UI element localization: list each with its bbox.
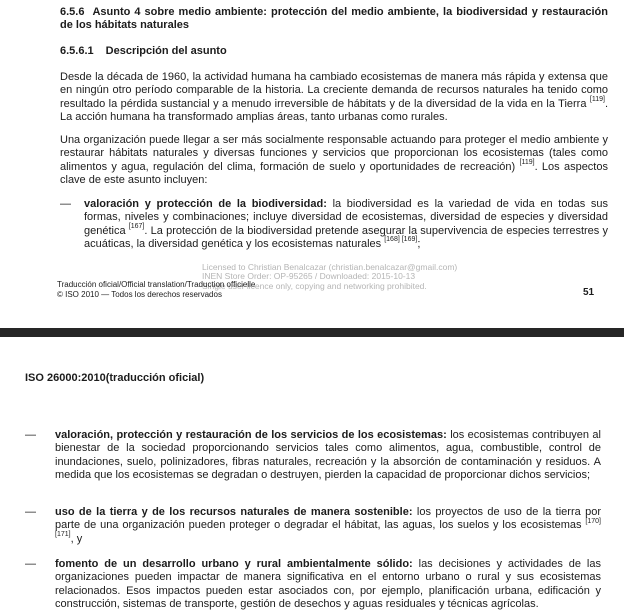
- bullet-item-land-use: [25, 506, 601, 546]
- paragraph-text: Una organización puede llegar a ser más socialmente responsable actuando para proteger el medio ambiente y restaurar hábitats naturales y diversas funciones y servicios que proporcionan los ecosistemas (tales como alimentos y agua, regulación del clima, formación de suelo y oportunidades de recreación): [60, 134, 608, 173]
- bullet-lead: valoración y protección de la biodiversidad:: [84, 198, 327, 210]
- bullet-text: [55, 429, 601, 482]
- paragraph-organization: [60, 134, 608, 187]
- bullet-dash: —: [60, 198, 71, 210]
- bullet-lead: valoración, protección y restauración de los servicios de los ecosistemas:: [55, 429, 447, 441]
- bullet-dash: —: [25, 506, 36, 518]
- watermark-line: Single user licence only, copying and networking prohibited.: [202, 280, 427, 291]
- page-separator: [0, 328, 624, 337]
- bullet-body-text: los ecosistemas contribuyen al bienestar de la sociedad proporcionando servicios tales como alimentos, agua, combustible, control de inundaciones, suelo, polinizadores, fibras naturales, recreación y la absorción de contaminación y residuos. A medida que los ecosistemas se degradan o destruyen, pierden la capacidad de proporcionar dichos servicios;: [55, 429, 601, 481]
- watermark-line: INEN Store Order: OP-95265 / Downloaded: 2015-10-13: [202, 271, 416, 282]
- watermark-line: Licensed to Christian Benalcazar (christian.benalcazar@gmail.com): [202, 262, 458, 272]
- bullet-text: [55, 506, 601, 546]
- bullet-text: [84, 198, 608, 251]
- bullet-lead: fomento de un desarrollo urbano y rural ambientalmente sólido:: [55, 558, 413, 570]
- reference-superscript: [119]: [519, 158, 535, 166]
- bullet-body-text: la biodiversidad es la variedad de vida en todas sus formas, niveles y combinaciones; incluye diversidad de ecosistemas, diversidad de especies y diversidad genética: [84, 198, 609, 237]
- paragraph-text: . Los aspectos clave de este asunto incluyen:: [60, 160, 608, 186]
- paragraph-human-activity: [60, 71, 608, 124]
- paragraph-text: . La acción humana ha transformado amplias áreas, tanto urbanas como rurales.: [60, 97, 608, 123]
- section-title: Asunto 4 sobre medio ambiente: protección del medio ambiente, la biodiversidad y restauración de los hábitats naturales: [60, 6, 608, 32]
- bullet-item-ecosystem-services: [25, 429, 601, 482]
- subsection-title: Descripción del asunto: [105, 45, 227, 57]
- bullet-dash: —: [25, 429, 36, 441]
- bullet-body-text: ;: [417, 237, 421, 250]
- reference-superscript: [167]: [128, 222, 145, 230]
- running-header: ISO 26000:2010(traducción oficial): [25, 372, 205, 384]
- bullet-body-text: los proyectos de uso de la tierra por parte de una organización pueden proteger o degradar el hábitat, las aguas, los suelos y los ecosistemas: [55, 506, 601, 532]
- section-number: 6.5.6: [60, 6, 85, 18]
- reference-superscript: [119]: [589, 95, 605, 103]
- reference-superscript: [168] [169]: [384, 236, 418, 244]
- bullet-lead: uso de la tierra y de los recursos naturales de manera sostenible:: [55, 506, 413, 518]
- subsection-number: 6.5.6.1: [60, 45, 94, 57]
- bullet-body-text: las decisiones y actividades de las organizaciones pueden impactar de manera significativa en el entorno urbano o rural y sus ecosistemas relacionados. Esos impactos pueden estar asociados con, por ejemplo, planificación urbana, edificación y construcción, sistemas de transporte, gestión de desechos y aguas residuales y técnicas agrícolas.: [55, 558, 601, 610]
- reference-superscript: [170] [171]: [55, 517, 601, 538]
- footer-copyright-line: © ISO 2010 — Todos los derechos reservados: [57, 290, 222, 299]
- footer-translation-line: Traducción oficial/Official translation/Traduction officielle: [57, 280, 256, 289]
- bullet-item-biodiversity: [60, 198, 608, 251]
- page-number: 51: [583, 287, 595, 298]
- subsection-heading: [60, 45, 608, 58]
- bullet-text: [55, 558, 601, 611]
- bullet-body-text: . La protección de la biodiversidad pretende asegurar la supervivencia de especies terrestres y acuáticas, la diversidad genética y los ecosistemas naturales: [84, 224, 608, 250]
- bullet-body-text: , y: [70, 532, 83, 545]
- bullet-item-urban-rural: [25, 558, 601, 611]
- paragraph-text: Desde la década de 1960, la actividad humana ha cambiado ecosistemas de manera más rápida y extensa que en ningún otro período comparable de la historia. La creciente demanda de recursos naturales ha tenido como resultado la pérdida sustancial y a menudo irreversible de hábitats y de la diversidad de la vida en la Tierra: [60, 71, 608, 110]
- bullet-dash: —: [25, 558, 36, 570]
- page-52: [0, 337, 624, 616]
- page-footer: [57, 280, 255, 300]
- section-heading: [60, 6, 608, 33]
